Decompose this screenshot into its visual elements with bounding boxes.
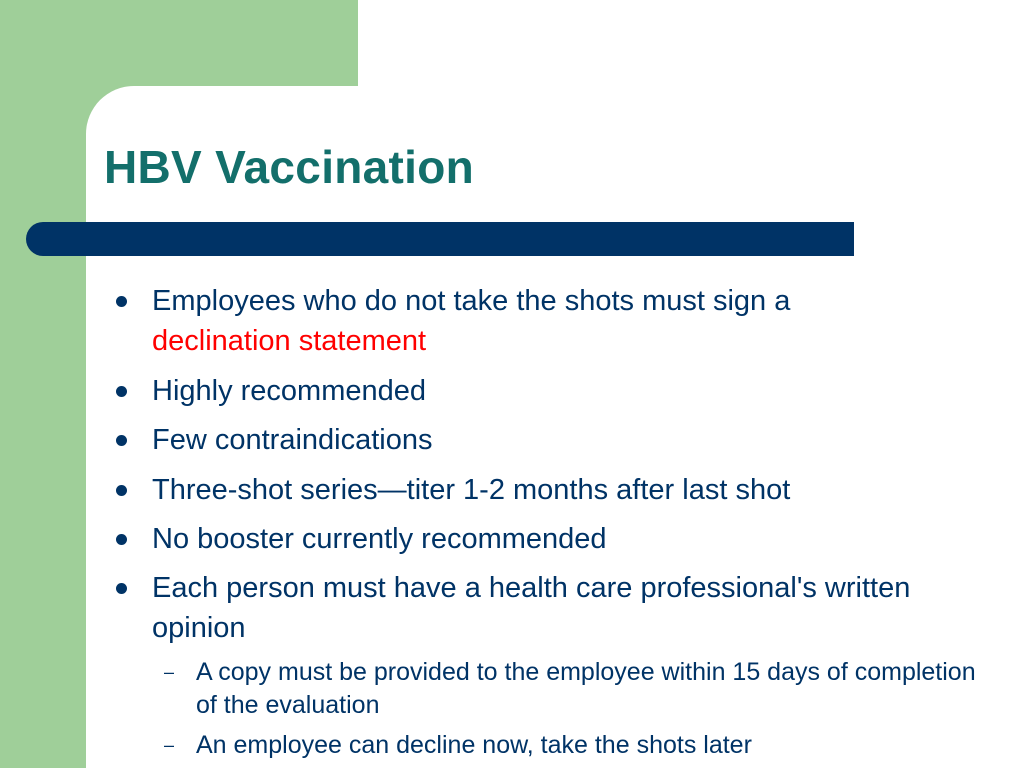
bullet-item-6 <box>152 568 952 648</box>
bullet-icon <box>116 296 127 307</box>
sub-bullet-text: An employee can decline now, take the shots later <box>196 731 752 759</box>
bullet-text: Each person must have a health care professional's written opinion <box>152 572 911 644</box>
sub-bullet-dash-icon: – <box>164 735 175 755</box>
bullet-item-3 <box>152 420 972 460</box>
bullet-icon <box>116 534 127 545</box>
bullet-icon <box>116 583 127 594</box>
bullet-text: Three-shot series—titer 1-2 months after last shot <box>152 474 791 506</box>
bullet-text: Employees who do not take the shots must sign a <box>152 285 791 317</box>
bullet-icon <box>116 485 127 496</box>
bullet-text: Highly recommended <box>152 375 427 407</box>
bullet-item-2 <box>152 371 972 411</box>
bullet-icon <box>116 386 127 397</box>
bullet-item-4 <box>152 470 972 510</box>
slide-title: HBV Vaccination <box>104 141 475 193</box>
bullet-item-1 <box>152 281 972 361</box>
sub-bullet-item-2 <box>196 729 976 762</box>
sub-bullet-dash-icon: – <box>164 662 175 682</box>
sub-bullet-text: A copy must be provided to the employee within 15 days of completion of the evaluation <box>196 658 976 719</box>
sub-bullet-item-1 <box>196 656 976 722</box>
bullet-item-5 <box>152 519 972 559</box>
bullet-icon <box>116 435 127 446</box>
declination-statement-highlight: declination statement <box>152 325 427 357</box>
bullet-text: No booster currently recommended <box>152 523 607 555</box>
bullet-text: Few contraindications <box>152 424 433 456</box>
